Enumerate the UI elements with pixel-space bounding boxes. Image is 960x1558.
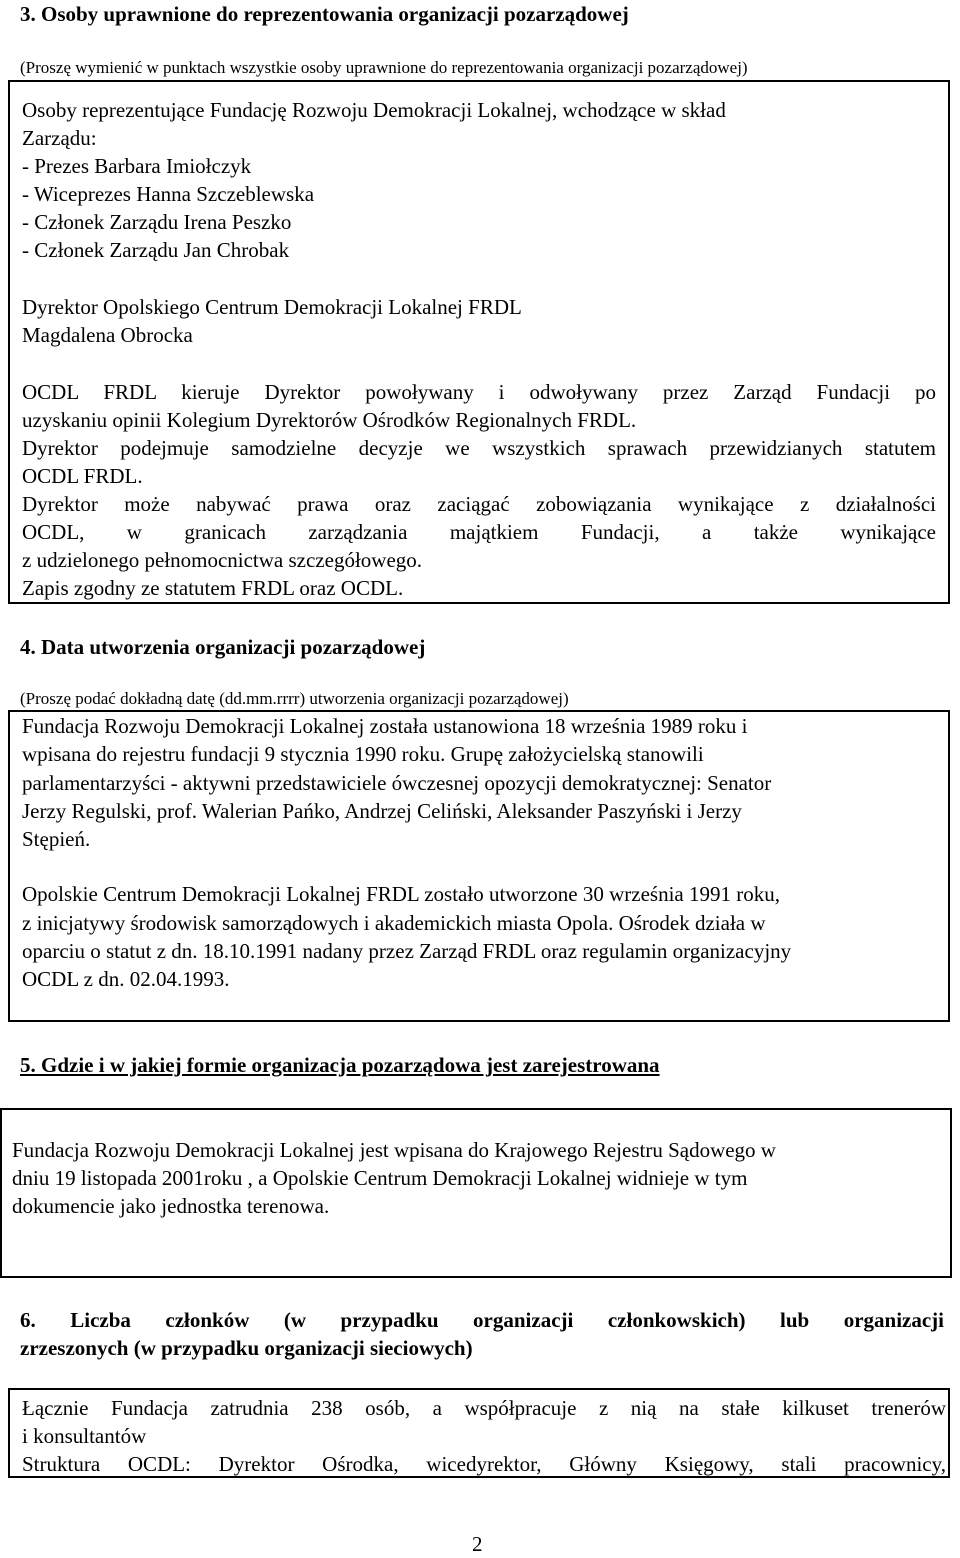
section-3-box [8, 80, 950, 604]
section-5-heading: 5. Gdzie i w jakiej formie organizacja pozarządowa jest zarejestrowana [20, 1053, 660, 1077]
text-line: Dyrektor może nabywać prawa oraz zaciągać zobowiązania wynikające z działalności [22, 492, 936, 516]
section-6-box [8, 1388, 950, 1478]
text-line: Struktura OCDL: Dyrektor Ośrodka, wicedyrektor, Główny Księgowy, stali pracownicy, [22, 1452, 946, 1476]
text-line: Opolskie Centrum Demokracji Lokalnej FRDL zostało utworzone 30 września 1991 roku, [22, 882, 780, 906]
page-number: 2 [472, 1532, 483, 1556]
text-line: dokumencie jako jednostka terenowa. [12, 1194, 330, 1218]
section-6-heading-continued: zrzeszonych (w przypadku organizacji sieciowych) [20, 1336, 473, 1360]
section-4-box [8, 710, 950, 1022]
section-6-heading: 6. Liczba członków (w przypadku organizacji członkowskich) lub organizacji [20, 1308, 944, 1332]
text-line: Zarządu: [22, 126, 97, 150]
text-line: - Członek Zarządu Jan Chrobak [22, 238, 290, 262]
text-line: - Wiceprezes Hanna Szczeblewska [22, 182, 315, 206]
text-line: OCDL FRDL. [22, 464, 143, 488]
text-line: Dyrektor podejmuje samodzielne decyzje we wszystkich sprawach przewidzianych statutem [22, 436, 936, 460]
text-line: Łącznie Fundacja zatrudnia 238 osób, a współpracuje z nią na stałe kilkuset trenerów [22, 1396, 946, 1420]
text-line: Fundacja Rozwoju Demokracji Lokalnej jest wpisana do Krajowego Rejestru Sądowego w [12, 1138, 776, 1162]
text-line: Fundacja Rozwoju Demokracji Lokalnej została ustanowiona 18 września 1989 roku i [22, 714, 748, 738]
text-line: oparciu o statut z dn. 18.10.1991 nadany przez Zarząd FRDL oraz regulamin organizacyjny [22, 939, 792, 963]
text-line: z udzielonego pełnomocnictwa szczegółowego. [22, 548, 423, 572]
section-3-note: (Proszę wymienić w punktach wszystkie osoby uprawnione do reprezentowania organizacji pozarządowej) [20, 58, 748, 77]
text-line: uzyskaniu opinii Kolegium Dyrektorów Ośrodków Regionalnych FRDL. [22, 408, 637, 432]
text-line: - Prezes Barbara Imiołczyk [22, 154, 252, 178]
text-line: Dyrektor Opolskiego Centrum Demokracji Lokalnej FRDL [22, 295, 522, 319]
section-4-heading: 4. Data utworzenia organizacji pozarządowej [20, 635, 426, 659]
section-3-heading: 3. Osoby uprawnione do reprezentowania organizacji pozarządowej [20, 2, 629, 26]
section-5-box [0, 1108, 952, 1278]
text-line: - Członek Zarządu Irena Peszko [22, 210, 292, 234]
text-line: z inicjatywy środowisk samorządowych i akademickich miasta Opola. Ośrodek działa w [22, 911, 766, 935]
text-line: dniu 19 listopada 2001roku , a Opolskie Centrum Demokracji Lokalnej widnieje w tym [12, 1166, 748, 1190]
text-line: wpisana do rejestru fundacji 9 stycznia 1990 roku. Grupę założycielską stanowili [22, 742, 704, 766]
text-line: Stępień. [22, 827, 91, 851]
text-line: Jerzy Regulski, prof. Walerian Pańko, Andrzej Celiński, Aleksander Paszyński i Jerzy [22, 799, 742, 823]
text-line: Osoby reprezentujące Fundację Rozwoju Demokracji Lokalnej, wchodzące w skład [22, 98, 726, 122]
text-line: OCDL FRDL kieruje Dyrektor powoływany i odwoływany przez Zarząd Fundacji po [22, 380, 936, 404]
text-line: OCDL, w granicach zarządzania majątkiem Fundacji, a także wynikające [22, 520, 936, 544]
text-line: OCDL z dn. 02.04.1993. [22, 967, 230, 991]
text-line: Magdalena Obrocka [22, 323, 193, 347]
text-line: parlamentarzyści - aktywni przedstawiciele ówczesnej opozycji demokratycznej: Senator [22, 771, 772, 795]
section-4-note: (Proszę podać dokładną datę (dd.mm.rrrr) utworzenia organizacji pozarządowej) [20, 689, 569, 708]
text-line: i konsultantów [22, 1424, 147, 1448]
text-line: Zapis zgodny ze statutem FRDL oraz OCDL. [22, 576, 404, 600]
